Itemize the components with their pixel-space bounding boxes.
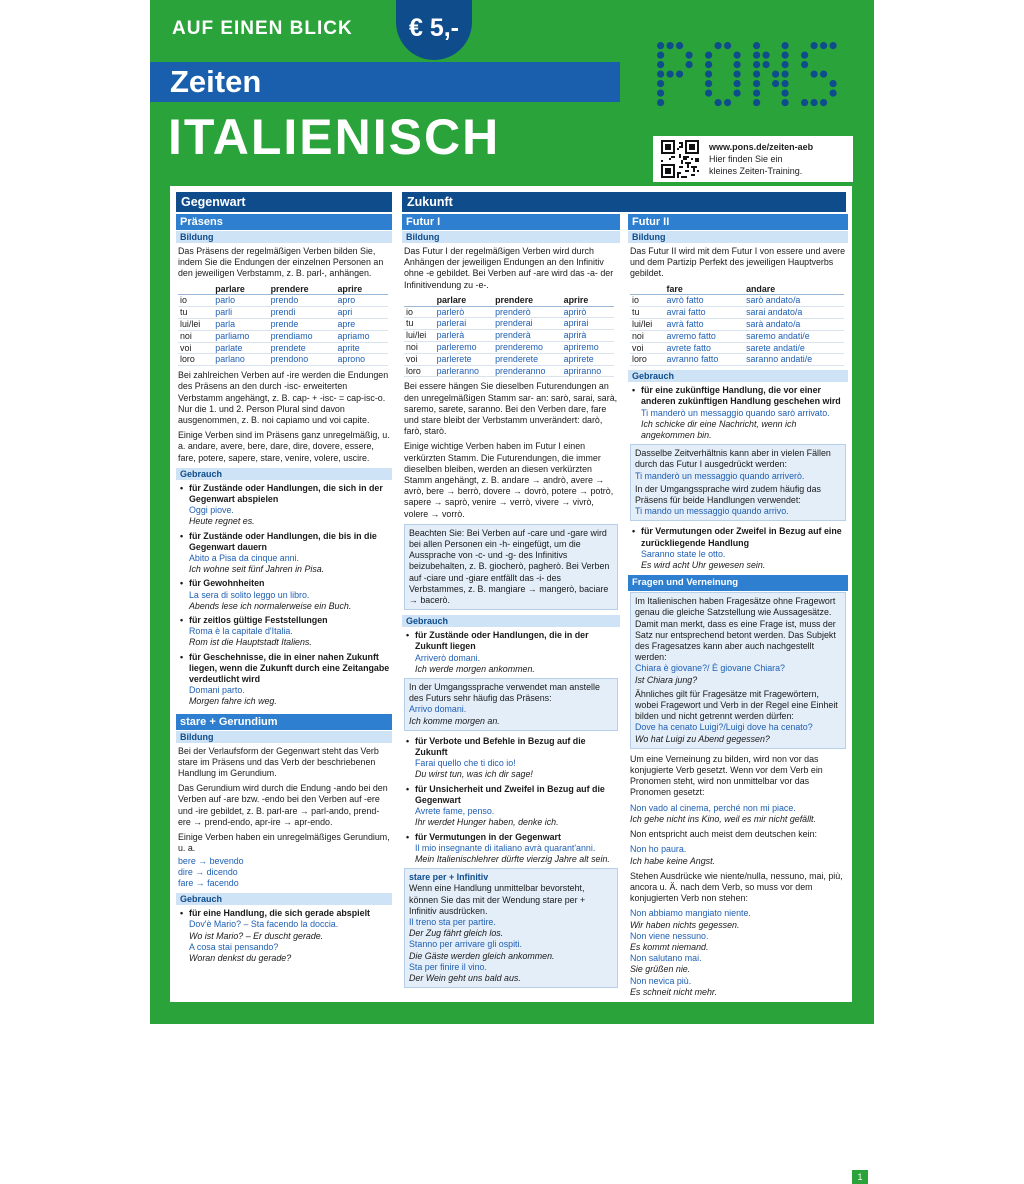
page-number: 1	[852, 1170, 868, 1184]
table-row: loro parleranno prenderanno apriranno	[404, 365, 614, 377]
note-box-care-gare: Beachten Sie: Bei Verben auf -care und -gare wird bei allen Personen ein -h- eingefügt, um die Aussprache von -c- und -g- des Infinitivs beizubehalten, z. B. giocherò, pagherò. Bei Verben auf -ciare und -giare entfällt das -i- des Verbstammes, z. B. mangiare → mangerò, baciare → bacerò.	[404, 524, 618, 610]
subheader-praesens: Präsens	[176, 214, 392, 230]
label-bildung: Bildung	[628, 231, 848, 243]
gerundio-p2: Das Gerundium wird durch die Endung -ando bei den Verben auf -are bzw. -endo bei den Verben auf -ere und -ire gebildet, z. B. parl-are → parl-ando, prend-ere → prend-endo, apr-ire → apr-endo.	[178, 783, 388, 827]
praesens-irregular: Einige Verben sind im Präsens ganz unregelmäßig, u. a. andare, avere, bere, dare, dire, dovere, essere, fare, potere, sapere, stare, venire, volere, uscire.	[178, 430, 390, 463]
praesens-table: parlare prendere aprire io parlo prendo apro tu parli prendi apri lui/lei parla prende apre noi parliamo prendiamo apriamo voi parlate prendete aprite loro parlano prendono aprono	[178, 284, 388, 367]
verneinung-ex: Non vado al cinema, perché non mi piace. Ich gehe nicht ins Kino, weil es mir nicht gefällt.	[630, 802, 816, 824]
table-row: lui/lei avrà fatto sarà andato/a	[630, 319, 844, 331]
gerundio-p1: Bei der Verlaufsform der Gegenwart steht das Verb stare im Präsens und das Verb der beschriebenen Handlung im Gerundium.	[178, 745, 379, 779]
verneinung-ausdruecke: Stehen Ausdrücke wie niente/nulla, nessuno, mai, più, ancora u. Ä. nach dem Verb, so muss vor dem konjugierten Verb non stehen:	[630, 870, 843, 904]
qr-code-icon[interactable]	[661, 140, 699, 178]
list-item: • für Gewohnheiten La sera di solito leggo un libro. Abends lese ich normalerweise ein Buch.	[178, 578, 390, 612]
list-item: • für Zustände oder Handlungen, die bis in die Gegenwart dauern Abito a Pisa da cinque anni. Ich wohne seit fünf Jahren in Pisa.	[178, 531, 390, 576]
futur1-short-stem: Einige wichtige Verben haben im Futur I einen verkürzten Stamm. Die Futurendungen, die immer dieselben bleiben, werden an diesen verkürzten Stamm angehängt, z. B. andare → andrò, avere → avrò, bere → berrò, dovere → dovrò, potere → potrò, sapere → saprò, venire → verrò, vivere → vivrò, volere → vorrò.	[404, 441, 614, 519]
list-item: • für zeitlos gültige Feststellungen Roma è la capitale d'Italia. Rom ist die Hauptstadt Italiens.	[178, 615, 390, 649]
price-badge: € 5,-	[396, 0, 472, 60]
table-row: noi avremo fatto saremo andati/e	[630, 330, 844, 342]
label-bildung: Bildung	[402, 231, 620, 243]
table-row: voi parlerete prenderete aprirete	[404, 353, 614, 365]
label-gebrauch: Gebrauch	[176, 468, 392, 480]
column-zukunft	[402, 192, 620, 993]
qr-box	[653, 136, 853, 182]
list-item: • für Verbote und Befehle in Bezug auf die Zukunft Farai quello che ti dico io! Du wirst tun, was ich dir sage!	[404, 736, 618, 781]
list-item: • für Zustände oder Handlungen, die in der Zukunft liegen Arriverò domani. Ich werde morgen ankommen.	[404, 630, 618, 675]
list-item: • für Zustände oder Handlungen, die sich in der Gegenwart abspielen Oggi piove. Heute regnet es.	[178, 483, 390, 528]
column-gegenwart	[176, 192, 392, 967]
list-item: • für eine zukünftige Handlung, die vor einer anderen zukünftigen Handlung geschehen wird Ti manderò un messaggio quando sarò arrivato. Ich schicke dir eine Nachricht, wenn ich angekommen bin.	[630, 385, 846, 441]
table-row: tu parlerai prenderai aprirai	[404, 318, 614, 330]
table-row: tu avrai fatto sarai andato/a	[630, 307, 844, 319]
qr-text	[709, 141, 813, 177]
table-row: tu parli prendi apri	[178, 307, 388, 319]
table-row: voi parlate prendete aprite	[178, 342, 388, 354]
label-gebrauch: Gebrauch	[628, 370, 848, 382]
futur1-essere: Bei essere hängen Sie dieselben Futurendungen an den unregelmäßigen Stamm sar- an: sarò, sarai, sarà, saremo, sarete, saranno. Bei den Verben dare, fare und stare bleibt der Verbstamm unverändert: darò, farò, starò.	[404, 381, 618, 437]
futur1-intro: Das Futur I der regelmäßigen Verben wird durch Anhängen der jeweiligen Endungen an den Infinitiv ohne -e gebildet. Bei Verben auf -are wird das -a- der Infinitivendung zu -e-.	[404, 246, 614, 290]
verneinung-kein: Non entspricht auch meist dem deutschen kein:	[630, 829, 817, 840]
table-row: io avrò fatto sarò andato/a	[630, 295, 844, 307]
table-row: voi avrete fatto sarete andati/e	[630, 342, 844, 354]
label-bildung: Bildung	[176, 731, 392, 743]
futur2-intro: Das Futur II wird mit dem Futur I von essere und avere und dem Partizip Perfekt des jeweiligen Hauptverbs gebildet.	[630, 246, 846, 279]
gerundio-irregular-3: fare → facendo	[178, 877, 239, 888]
subheader-gerundium: stare + Gerundium	[176, 714, 392, 730]
table-row: io parlerò prenderò aprirò	[404, 306, 614, 318]
verneinung-kein-ex: Non ho paura. Ich habe keine Angst.	[630, 844, 716, 866]
pons-logo-icon	[653, 38, 853, 108]
cover-title: Zeiten	[170, 64, 262, 99]
section-header-gegenwart: Gegenwart	[176, 192, 392, 212]
list-item: • für eine Handlung, die sich gerade abspielt Dov'è Mario? – Sta facendo la doccia. Wo ist Mario? – Er duscht gerade. A cosa stai pensando? Woran denkst du gerade?	[178, 908, 390, 964]
label-bildung: Bildung	[176, 231, 392, 243]
content-panel	[170, 186, 863, 1182]
gerundio-irregular-2: dire → dicendo	[178, 866, 238, 877]
verneinung-p: Um eine Verneinung zu bilden, wird non vor das konjugierte Verb gesetzt. Wenn vor dem Verb ein Pronomen steht, wird non unmittelbar vor das Pronomen gesetzt:	[630, 753, 823, 798]
subheader-futur2: Futur II	[628, 214, 848, 230]
title-band	[150, 62, 620, 102]
list-item: • für Vermutungen in der Gegenwart Il mio insegnante di italiano avrà quarant'anni. Mein Italienischlehrer dürfte vierzig Jahre alt sein.	[404, 832, 618, 866]
list-item: • für Geschehnisse, die in einer nahen Zukunft liegen, wenn die Zukunft durch eine Zeitangabe verdeutlicht wird Domani parto. Morgen fahre ich weg.	[178, 652, 390, 708]
praesens-isc: Bei zahlreichen Verben auf -ire werden die Endungen des Präsens an den durch -isc- erweiterten Verbstamm angehängt, z. B. cap- + -isc- = cap-isc-o. Nur die 1. und 2. Person Plural sind davon ausgenommen, z. B. noi capiamo und voi capite.	[178, 370, 389, 425]
table-row: lui/lei parlerà prenderà aprirà	[404, 330, 614, 342]
fragen-box: Im Italienischen haben Fragesätze ohne Fragewort genau die gleiche Satzstellung wie Aussagesätze. Damit man merkt, dass es eine Frage ist, muss der Satz nur entsprechend betont werden. Das Subjekt des Fragesatzes kann aber auch nachgestellt werden: Chiara è giovane?/ È giovane Chiara? Ist Chiara jung? Ähnliches gilt für Fragesätze mit Fragewörtern, wobei Fragewort und Verb in der Regel eine Einheit bilden und nicht getrennt werden dürfen: Dove ha cenato Luigi?/Luigi dove ha cenato? Wo hat Luigi zu Abend gegessen?	[630, 592, 846, 749]
list-item: • für Unsicherheit und Zweifel in Bezug auf die Gegenwart Avrete fame, penso. Ihr werdet Hunger haben, denke ich.	[404, 784, 618, 829]
table-row: loro avranno fatto saranno andati/e	[630, 354, 844, 366]
praesens-intro: Das Präsens der regelmäßigen Verben bilden Sie, indem Sie die Endungen der einzelnen Personen an den jeweiligen Verbstamm, z. B. parl-, anhängen.	[178, 246, 384, 279]
futur1-table: parlare prendere aprire io parlerò prenderò aprirò tu parlerai prenderai aprirai lui/lei parlerà prenderà aprirà noi parleremo prenderemo apriremo voi parlerete prenderete aprirete loro parleranno prenderanno apriranno	[404, 295, 614, 378]
note-box-umgangssprache: In der Umgangssprache verwendet man anstelle des Futurs sehr häufig das Präsens: Arrivo domani. Ich komme morgen an.	[404, 678, 618, 731]
verneinung-examples: Non abbiamo mangiato niente. Wir haben nichts gegessen. Non viene nessuno. Es kommt niemand. Non salutano mai. Sie grüßen nie. Non nevica più. Es schneit nicht mehr.	[630, 908, 751, 997]
note-box-stare-per: stare per + Infinitiv Wenn eine Handlung unmittelbar bevorsteht, können Sie das mit der Wendung stare per + Infinitiv ausdrücken. Il treno sta per partire. Der Zug fährt gleich los. Stanno per arrivare gli ospiti. Die Gäste werden gleich ankommen. Sta per finire il vino. Der Wein geht uns bald aus.	[404, 868, 618, 988]
gerundio-p3: Einige Verben haben ein unregelmäßiges Gerundium, u. a.	[178, 832, 390, 854]
label-gebrauch: Gebrauch	[402, 615, 620, 627]
note-box-zeitverhaeltnis: Dasselbe Zeitverhältnis kann aber in vielen Fällen durch das Futur I ausgedrückt werden: Ti manderò un messaggio quando arriverò. In der Umgangssprache wird zudem häufig das Präsens für beide Handlungen verwendet: Ti mando un messaggio quando arrivo.	[630, 444, 846, 521]
table-row: loro parlano prendono aprono	[178, 354, 388, 366]
qr-line2: kleines Zeiten-Training.	[709, 166, 803, 176]
language-title: ITALIENISCH	[168, 109, 501, 165]
gerundio-irregular-1: bere → bevendo	[178, 855, 244, 866]
subheader-fragen: Fragen und Verneinung	[628, 575, 848, 591]
list-item: • für Vermutungen oder Zweifel in Bezug auf eine zurückliegende Handlung Saranno state le otto. Es wird acht Uhr gewesen sein.	[630, 526, 846, 571]
table-row: noi parliamo prendiamo apriamo	[178, 330, 388, 342]
subheader-futur1: Futur I	[402, 214, 620, 230]
futur2-table: fare andare io avrò fatto sarò andato/a tu avrai fatto sarai andato/a lui/lei avrà fatto sarà andato/a noi avremo fatto saremo andati/e voi avrete fatto sarete andati/e loro avranno fatto saranno andati/e	[630, 284, 844, 367]
column-futur2	[628, 214, 848, 1002]
qr-url[interactable]: www.pons.de/zeiten-aeb	[709, 142, 814, 152]
label-gebrauch: Gebrauch	[176, 893, 392, 905]
cover	[150, 0, 874, 1182]
table-row: noi parleremo prenderemo apriremo	[404, 342, 614, 354]
section-header-zukunft: Zukunft	[402, 192, 846, 212]
series-label: AUF EINEN BLICK	[172, 18, 353, 39]
qr-line1: Hier finden Sie ein	[709, 154, 783, 164]
table-row: io parlo prendo apro	[178, 295, 388, 307]
table-row: lui/lei parla prende apre	[178, 319, 388, 331]
